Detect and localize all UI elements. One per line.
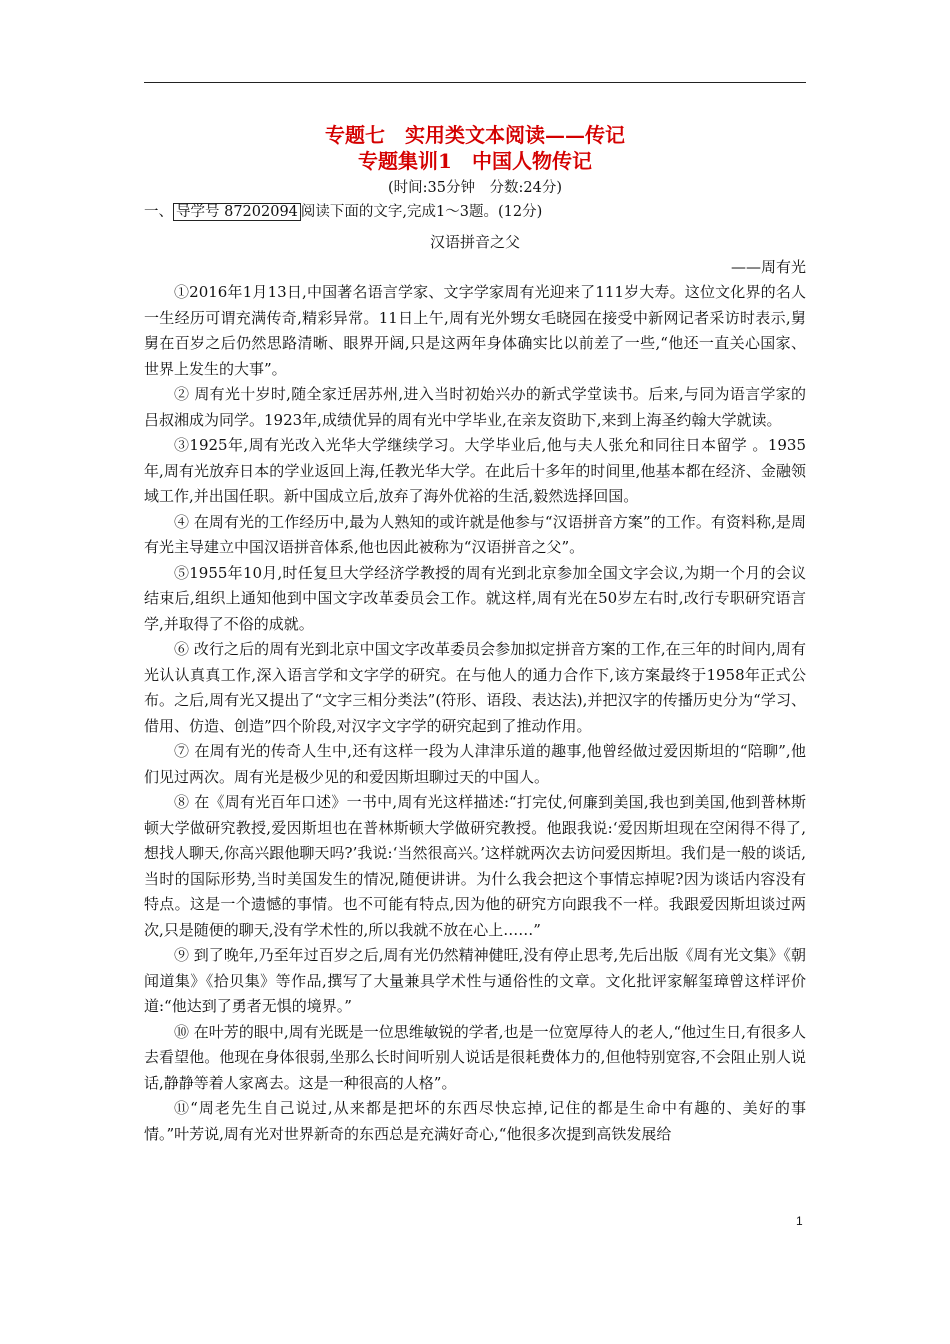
paragraph: ⑥ 改行之后的周有光到北京中国文字改革委员会参加拟定拼音方案的工作,在三年的时间内,周有光认认真真工作,深入语言学和文字学的研究。在与他人的通力合作下,该方案最终于1958年正式公布。之后,周有光又提出了“文字三相分类法”(符形、语段、表达法),并把汉字的传播历史分为“学习、借用、仿造、创造”四个阶段,对汉字文字学的研究起到了推动作用。 [144, 640, 806, 735]
section-instruction: 阅读下面的文字,完成1～3题。(12分) [300, 204, 543, 220]
time-score-info: (时间:35分钟 分数:24分) [388, 180, 562, 196]
document-body [144, 118, 806, 1147]
section-number: 一、 [144, 204, 173, 220]
paragraph: ①2016年1月13日,中国著名语言学家、文字学家周有光迎来了111岁大寿。这位文化界的名人一生经历可谓充满传奇,精彩异常。11日上午,周有光外甥女毛晓园在接受中新网记者采访时表示,舅舅在百岁之后仍然思路清晰、眼界开阔,只是这两年身体确实比以前差了一些,“他还一直关心国家、世界上发生的大事”。 [144, 283, 806, 378]
article-title: 汉语拼音之父 [429, 233, 520, 251]
paragraph: ② 周有光十岁时,随全家迁居苏州,进入当时初始兴办的新式学堂读书。后来,与同为语言学家的吕叔湘成为同学。1923年,成绩优异的周有光中学毕业,在亲友资助下,来到上海圣约翰大学就读。 [144, 385, 806, 429]
paragraph: ④ 在周有光的工作经历中,最为人熟知的或许就是他参与“汉语拼音方案”的工作。有资料称,是周有光主导建立中国汉语拼音体系,他也因此被称为“汉语拼音之父”。 [144, 512, 806, 556]
paragraph: ⑧ 在《周有光百年口述》一书中,周有光这样描述:“打完仗,何廉到美国,我也到美国,他到普林斯顿大学做研究教授,爱因斯坦也在普林斯顿大学做研究教授。他跟我说:‘爱因斯坦现在空闲得不得了,想找人聊天,你高兴跟他聊天吗?’我说:‘当然很高兴。’这样就两次去访问爱因斯坦。我们是一般的谈话,当时的国际形势,当时美国发生的情况,随便讲讲。为什么我会把这个事情忘掉呢?因为谈话内容没有特点。这是一个遗憾的事情。也不可能有特点,因为他的研究方向跟我不一样。我跟爱因斯坦谈过两次,只是随便的聊天,没有学术性的,所以我就不放在心上……” [144, 793, 806, 939]
paragraph: ⑤1955年10月,时任复旦大学经济学教授的周有光到北京参加全国文字会议,为期一个月的会议结束后,组织上通知他到中国文字改革委员会工作。就这样,周有光在50岁左右时,改行专职研究语言学,并取得了不俗的成就。 [144, 563, 806, 633]
page-number: 1 [796, 1214, 803, 1228]
question-section-header [144, 200, 806, 224]
training-title: 专题集训1 中国人物传记 [358, 149, 592, 173]
paragraph: ⑦ 在周有光的传奇人生中,还有这样一段为人津津乐道的趣事,他曾经做过爱因斯坦的“陪聊”,他们见过两次。周有光是极少见的和爱因斯坦聊过天的中国人。 [144, 742, 806, 786]
paragraph: ⑨ 到了晚年,乃至年过百岁之后,周有光仍然精神健旺,没有停止思考,先后出版《周有光文集》《朝闻道集》《拾贝集》等作品,撰写了大量兼具学术性与通俗性的文章。文化批评家解玺璋曾这样评价道:“他达到了勇者无惧的境界。” [144, 946, 806, 1015]
guide-number-box: 导学号 87202094 [173, 203, 301, 221]
header-rule [144, 82, 806, 83]
paragraph: ⑩ 在叶芳的眼中,周有光既是一位思维敏锐的学者,也是一位宽厚待人的老人,“他过生日,有很多人去看望他。他现在身体很弱,坐那么长时间听别人说话是很耗费体力的,但他特别宽容,不会阻止别人说话,静静等着人家离去。这是一种很高的人格”。 [144, 1022, 806, 1092]
topic-title: 专题七 实用类文本阅读——传记 [325, 123, 625, 147]
paragraph: ③1925年,周有光改入光华大学继续学习。大学毕业后,他与夫人张允和同往日本留学 。1935年,周有光放弃日本的学业返回上海,任教光华大学。在此后十多年的时间里,他基本都在经济、金融领域工作,并出国任职。新中国成立后,放弃了海外优裕的生活,毅然选择回国。 [144, 436, 806, 505]
article-author: ——周有光 [730, 258, 806, 276]
paragraph: ⑪“周老先生自己说过,从来都是把坏的东西尽快忘掉,记住的都是生命中有趣的、美好的事情。”叶芳说,周有光对世界新奇的东西总是充满好奇心,“他很多次提到高铁发展给 [144, 1099, 806, 1143]
